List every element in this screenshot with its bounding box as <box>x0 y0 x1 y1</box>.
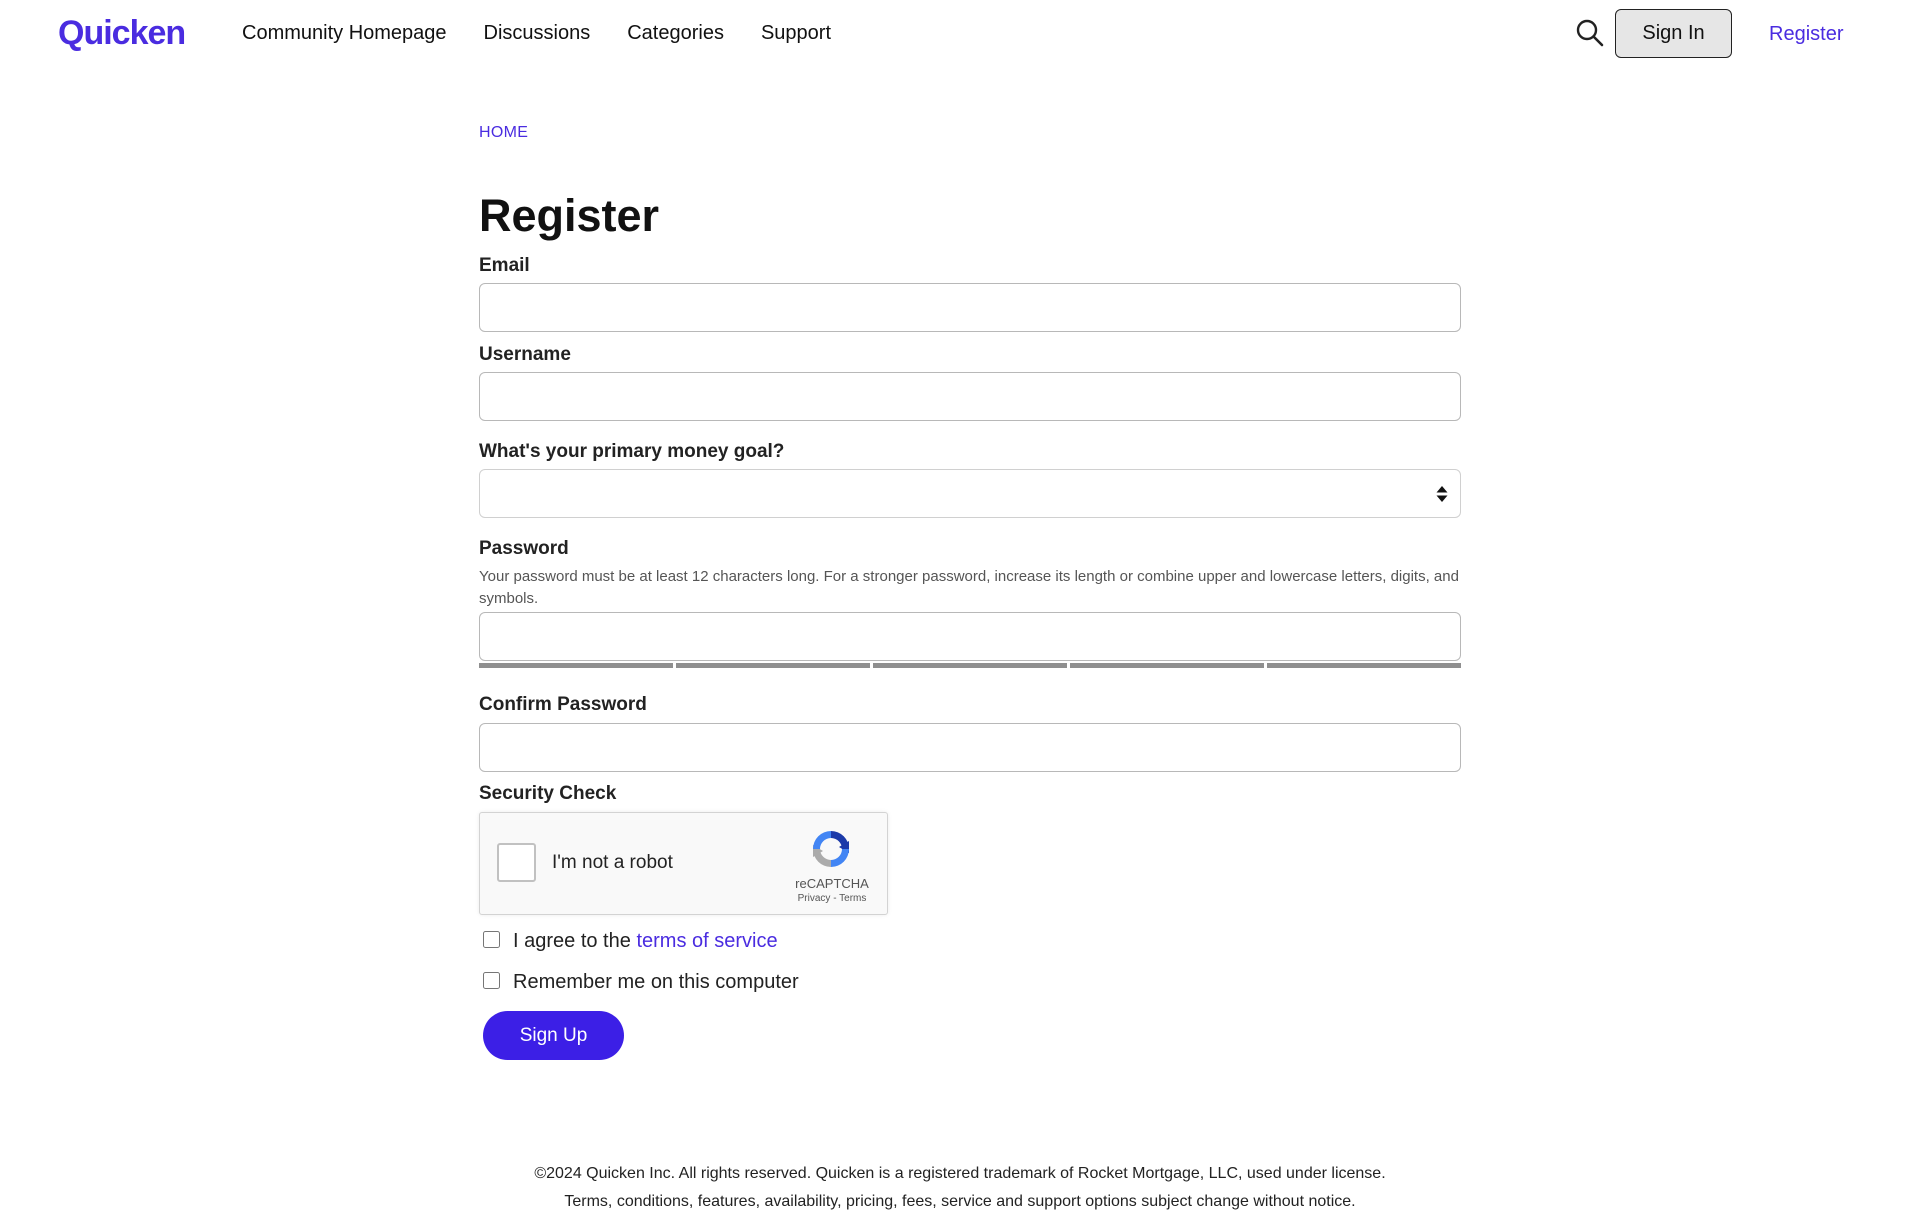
site-footer <box>0 1160 1920 1216</box>
password-strength-meter <box>479 663 1461 668</box>
register-link[interactable]: Register <box>1769 23 1844 45</box>
recaptcha-logo-icon <box>809 827 853 871</box>
password-field[interactable] <box>479 612 1461 661</box>
footer-disclaimer: Terms, conditions, features, availability, pricing, fees, service and support options subject change without notice. <box>564 1193 1356 1210</box>
password-label: Password <box>479 538 569 559</box>
search-icon <box>1575 18 1605 48</box>
strength-segment <box>1070 663 1264 668</box>
nav-discussions[interactable]: Discussions <box>483 22 591 44</box>
search-button[interactable] <box>1575 18 1605 48</box>
security-check-label: Security Check <box>479 783 617 804</box>
agree-terms-checkbox[interactable] <box>483 931 500 948</box>
page-title: Register <box>479 190 660 241</box>
strength-segment <box>1267 663 1461 668</box>
recaptcha-label: I'm not a robot <box>552 852 673 873</box>
agree-terms-row <box>483 928 778 954</box>
main-nav <box>242 20 868 46</box>
footer-copyright: ©2024 Quicken Inc. All rights reserved. Quicken is a registered trademark of Rocket Mortgage, LLC, used under license. <box>534 1165 1386 1182</box>
money-goal-select[interactable] <box>479 469 1461 518</box>
agree-terms-text <box>513 928 778 954</box>
username-label: Username <box>479 344 571 365</box>
recaptcha-checkbox[interactable] <box>497 843 536 882</box>
nav-categories[interactable]: Categories <box>627 22 724 44</box>
password-help-text: Your password must be at least 12 characters long. For a stronger password, increase its length or combine upper and lowercase letters, digits, and symbols. <box>479 568 1459 607</box>
nav-support[interactable]: Support <box>760 22 832 44</box>
money-goal-label: What's your primary money goal? <box>479 441 785 462</box>
username-field[interactable] <box>479 372 1461 421</box>
remember-me-row <box>483 969 799 995</box>
confirm-password-label: Confirm Password <box>479 694 647 715</box>
quicken-logo[interactable]: Quicken <box>58 14 186 52</box>
terms-of-service-link[interactable]: terms of service <box>636 930 778 952</box>
strength-segment <box>676 663 870 668</box>
recaptcha-brand: reCAPTCHA <box>795 876 869 891</box>
breadcrumb-home[interactable]: HOME <box>479 124 529 141</box>
recaptcha-widget <box>479 812 888 915</box>
confirm-password-field[interactable] <box>479 723 1461 772</box>
nav-community-homepage[interactable]: Community Homepage <box>242 22 447 44</box>
email-label: Email <box>479 255 530 276</box>
agree-terms-prefix: I agree to the <box>513 930 631 952</box>
sign-up-button[interactable]: Sign Up <box>483 1011 624 1060</box>
select-arrows-icon <box>1435 485 1449 503</box>
remember-me-checkbox[interactable] <box>483 972 500 989</box>
remember-me-label: Remember me on this computer <box>513 971 799 993</box>
site-header <box>0 0 1920 66</box>
sign-in-button[interactable]: Sign In <box>1615 9 1732 58</box>
strength-segment <box>873 663 1067 668</box>
email-field[interactable] <box>479 283 1461 332</box>
recaptcha-privacy-terms[interactable]: Privacy - Terms <box>797 893 867 904</box>
strength-segment <box>479 663 673 668</box>
